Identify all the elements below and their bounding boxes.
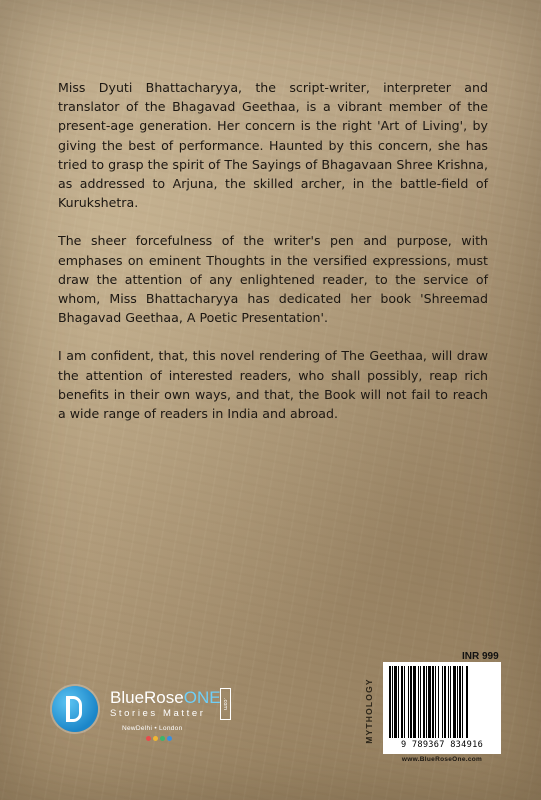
blurb-paragraph-2: The sheer forcefulness of the writer's pen and purpose, with emphases on eminent Thoughts in the versified expressions, must draw the attention of any enlightened reader, to the service of whom, Miss Bhattacharyya has dedicated her book 'Shreemad Bhagavad Geethaa, A Poetic Presentation'. — [58, 233, 488, 326]
isbn-number: 9 789367 834916 — [400, 740, 484, 750]
publisher-logo — [52, 686, 242, 746]
genre-label: MYTHOLOGY — [364, 678, 375, 744]
barcode-bars — [389, 666, 495, 738]
isbn-barcode — [383, 662, 501, 754]
publisher-tagline: Stories Matter — [110, 708, 206, 719]
publisher-color-dots — [146, 736, 172, 741]
back-cover-blurb — [58, 78, 488, 442]
publisher-website: www.BlueRoseOne.com — [401, 756, 483, 763]
bluerose-b-logo-icon — [52, 686, 98, 732]
publisher-name: BlueRoseONE — [110, 688, 221, 707]
publisher-badge: .com — [220, 688, 231, 720]
publisher-cities: NewDelhi • London — [122, 725, 183, 732]
blurb-paragraph-3: I am confident, that, this novel rendering of The Geethaa, will draw the attention of interested readers, who shall possibly, reap rich benefits in their own ways, and that, the Book will not fail to reach a wide range of readers in India and abroad. — [58, 348, 488, 422]
blurb-paragraph-1: Miss Dyuti Bhattacharyya, the script-writer, interpreter and translator of the Bhagavad Geethaa, is a vibrant member of the present-age generation. Her concern is the right 'Art of Living', by giving the best of performance. Haunted by this concern, she has tried to grasp the spirit of The Sayings of Bhagavaan Shree Krishna, as addressed to Arjuna, the skilled archer, in the battle-field of Kurukshetra. — [58, 80, 488, 211]
barcode-bar — [468, 666, 469, 738]
price-label: INR 999 — [462, 651, 499, 662]
